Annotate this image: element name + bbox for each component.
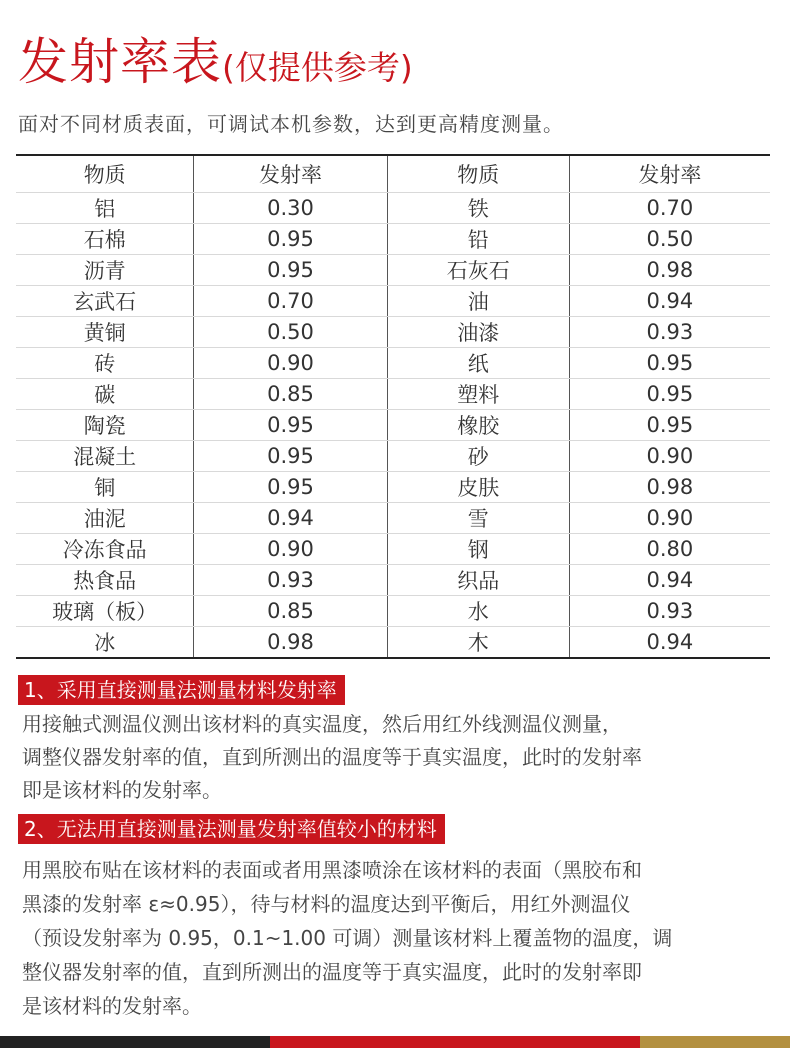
cell-emissivity-left: 0.95 bbox=[194, 224, 387, 255]
cell-material-right: 橡胶 bbox=[387, 410, 569, 441]
cell-material-right: 雪 bbox=[387, 503, 569, 534]
emissivity-table bbox=[16, 154, 770, 659]
cell-material-right: 塑料 bbox=[387, 379, 569, 410]
table-row bbox=[16, 472, 770, 503]
cell-material-left: 石棉 bbox=[16, 224, 194, 255]
table-row bbox=[16, 317, 770, 348]
cell-material-left: 冷冻食品 bbox=[16, 534, 194, 565]
footer-bar-dark bbox=[0, 1036, 270, 1048]
cell-material-right: 水 bbox=[387, 596, 569, 627]
header-material-right: 物质 bbox=[387, 155, 569, 193]
cell-emissivity-right: 0.80 bbox=[569, 534, 770, 565]
section1-heading: 1、采用直接测量法测量材料发射率 bbox=[18, 675, 345, 705]
section1-line: 即是该材料的发射率。 bbox=[22, 778, 222, 802]
cell-emissivity-left: 0.30 bbox=[194, 193, 387, 224]
section1-body bbox=[22, 708, 772, 807]
table-row bbox=[16, 224, 770, 255]
cell-material-left: 混凝土 bbox=[16, 441, 194, 472]
table-row bbox=[16, 348, 770, 379]
cell-material-left: 铜 bbox=[16, 472, 194, 503]
cell-emissivity-right: 0.95 bbox=[569, 379, 770, 410]
section1-line: 用接触式测温仪测出该材料的真实温度，然后用红外线测温仪测量， bbox=[22, 712, 622, 736]
cell-emissivity-right: 0.93 bbox=[569, 596, 770, 627]
cell-material-left: 铝 bbox=[16, 193, 194, 224]
section2-line: （预设发射率为 0.95，0.1~1.00 可调）测量该材料上覆盖物的温度，调 bbox=[22, 926, 673, 950]
cell-emissivity-left: 0.93 bbox=[194, 565, 387, 596]
cell-material-right: 木 bbox=[387, 627, 569, 659]
cell-emissivity-right: 0.70 bbox=[569, 193, 770, 224]
section1-line: 调整仪器发射率的值，直到所测出的温度等于真实温度，此时的发射率 bbox=[22, 745, 642, 769]
cell-emissivity-left: 0.95 bbox=[194, 441, 387, 472]
table-row bbox=[16, 286, 770, 317]
cell-emissivity-right: 0.50 bbox=[569, 224, 770, 255]
section2-body bbox=[22, 853, 772, 1023]
cell-emissivity-left: 0.94 bbox=[194, 503, 387, 534]
cell-emissivity-right: 0.93 bbox=[569, 317, 770, 348]
table-row bbox=[16, 596, 770, 627]
footer-color-bar bbox=[0, 1036, 790, 1048]
table-row bbox=[16, 255, 770, 286]
cell-material-left: 砖 bbox=[16, 348, 194, 379]
cell-material-right: 石灰石 bbox=[387, 255, 569, 286]
cell-emissivity-right: 0.94 bbox=[569, 565, 770, 596]
header-material-left: 物质 bbox=[16, 155, 194, 193]
cell-emissivity-right: 0.90 bbox=[569, 503, 770, 534]
cell-material-right: 砂 bbox=[387, 441, 569, 472]
table-row bbox=[16, 534, 770, 565]
cell-emissivity-left: 0.50 bbox=[194, 317, 387, 348]
cell-emissivity-left: 0.70 bbox=[194, 286, 387, 317]
cell-material-left: 玄武石 bbox=[16, 286, 194, 317]
cell-material-right: 油漆 bbox=[387, 317, 569, 348]
cell-material-left: 陶瓷 bbox=[16, 410, 194, 441]
cell-material-left: 黄铜 bbox=[16, 317, 194, 348]
table-row bbox=[16, 565, 770, 596]
cell-emissivity-right: 0.98 bbox=[569, 472, 770, 503]
table-row bbox=[16, 441, 770, 472]
intro-text: 面对不同材质表面，可调试本机参数，达到更高精度测量。 bbox=[18, 112, 564, 136]
cell-material-left: 玻璃（板） bbox=[16, 596, 194, 627]
cell-material-left: 油泥 bbox=[16, 503, 194, 534]
page-title bbox=[18, 22, 413, 94]
table-row bbox=[16, 410, 770, 441]
cell-material-left: 热食品 bbox=[16, 565, 194, 596]
cell-emissivity-right: 0.90 bbox=[569, 441, 770, 472]
cell-emissivity-left: 0.95 bbox=[194, 255, 387, 286]
cell-emissivity-left: 0.85 bbox=[194, 379, 387, 410]
footer-bar-gold bbox=[640, 1036, 790, 1048]
cell-material-right: 纸 bbox=[387, 348, 569, 379]
table-row bbox=[16, 627, 770, 659]
cell-emissivity-right: 0.94 bbox=[569, 286, 770, 317]
section2-line: 是该材料的发射率。 bbox=[22, 994, 202, 1018]
cell-material-left: 沥青 bbox=[16, 255, 194, 286]
cell-emissivity-left: 0.85 bbox=[194, 596, 387, 627]
section2-line: 整仪器发射率的值，直到所测出的温度等于真实温度，此时的发射率即 bbox=[22, 960, 642, 984]
cell-emissivity-left: 0.98 bbox=[194, 627, 387, 659]
cell-emissivity-right: 0.94 bbox=[646, 630, 694, 654]
cell-material-left: 碳 bbox=[16, 379, 194, 410]
cell-material-right: 铁 bbox=[387, 193, 569, 224]
cell-material-left: 冰 bbox=[16, 627, 194, 659]
title-main: 发射率表 bbox=[18, 33, 222, 91]
cell-emissivity-left: 0.95 bbox=[194, 472, 387, 503]
cell-emissivity-left: 0.95 bbox=[194, 410, 387, 441]
cell-emissivity-left: 0.90 bbox=[194, 534, 387, 565]
table-row bbox=[16, 379, 770, 410]
table-row bbox=[16, 503, 770, 534]
cell-material-right: 油 bbox=[387, 286, 569, 317]
section2-line: 用黑胶布贴在该材料的表面或者用黑漆喷涂在该材料的表面（黑胶布和 bbox=[22, 858, 642, 882]
cell-material-right: 铅 bbox=[387, 224, 569, 255]
cell-emissivity-right: 0.95 bbox=[569, 348, 770, 379]
header-emissivity-right: 发射率 bbox=[569, 155, 770, 193]
cell-emissivity-left: 0.90 bbox=[194, 348, 387, 379]
footer-bar-red bbox=[270, 1036, 640, 1048]
cell-material-right: 皮肤 bbox=[387, 472, 569, 503]
table-body bbox=[16, 193, 770, 659]
cell-emissivity-right: 0.98 bbox=[569, 255, 770, 286]
table-row bbox=[16, 193, 770, 224]
section2-line: 黑漆的发射率 ε≈0.95），待与材料的温度达到平衡后，用红外测温仪 bbox=[22, 892, 631, 916]
section2-heading: 2、无法用直接测量法测量发射率值较小的材料 bbox=[18, 814, 445, 844]
cell-emissivity-right: 0.95 bbox=[569, 410, 770, 441]
header-emissivity-left: 发射率 bbox=[194, 155, 387, 193]
title-subtitle: (仅提供参考) bbox=[222, 48, 413, 87]
cell-material-right: 织品 bbox=[387, 565, 569, 596]
table-header-row bbox=[16, 155, 770, 193]
cell-material-right: 钢 bbox=[387, 534, 569, 565]
